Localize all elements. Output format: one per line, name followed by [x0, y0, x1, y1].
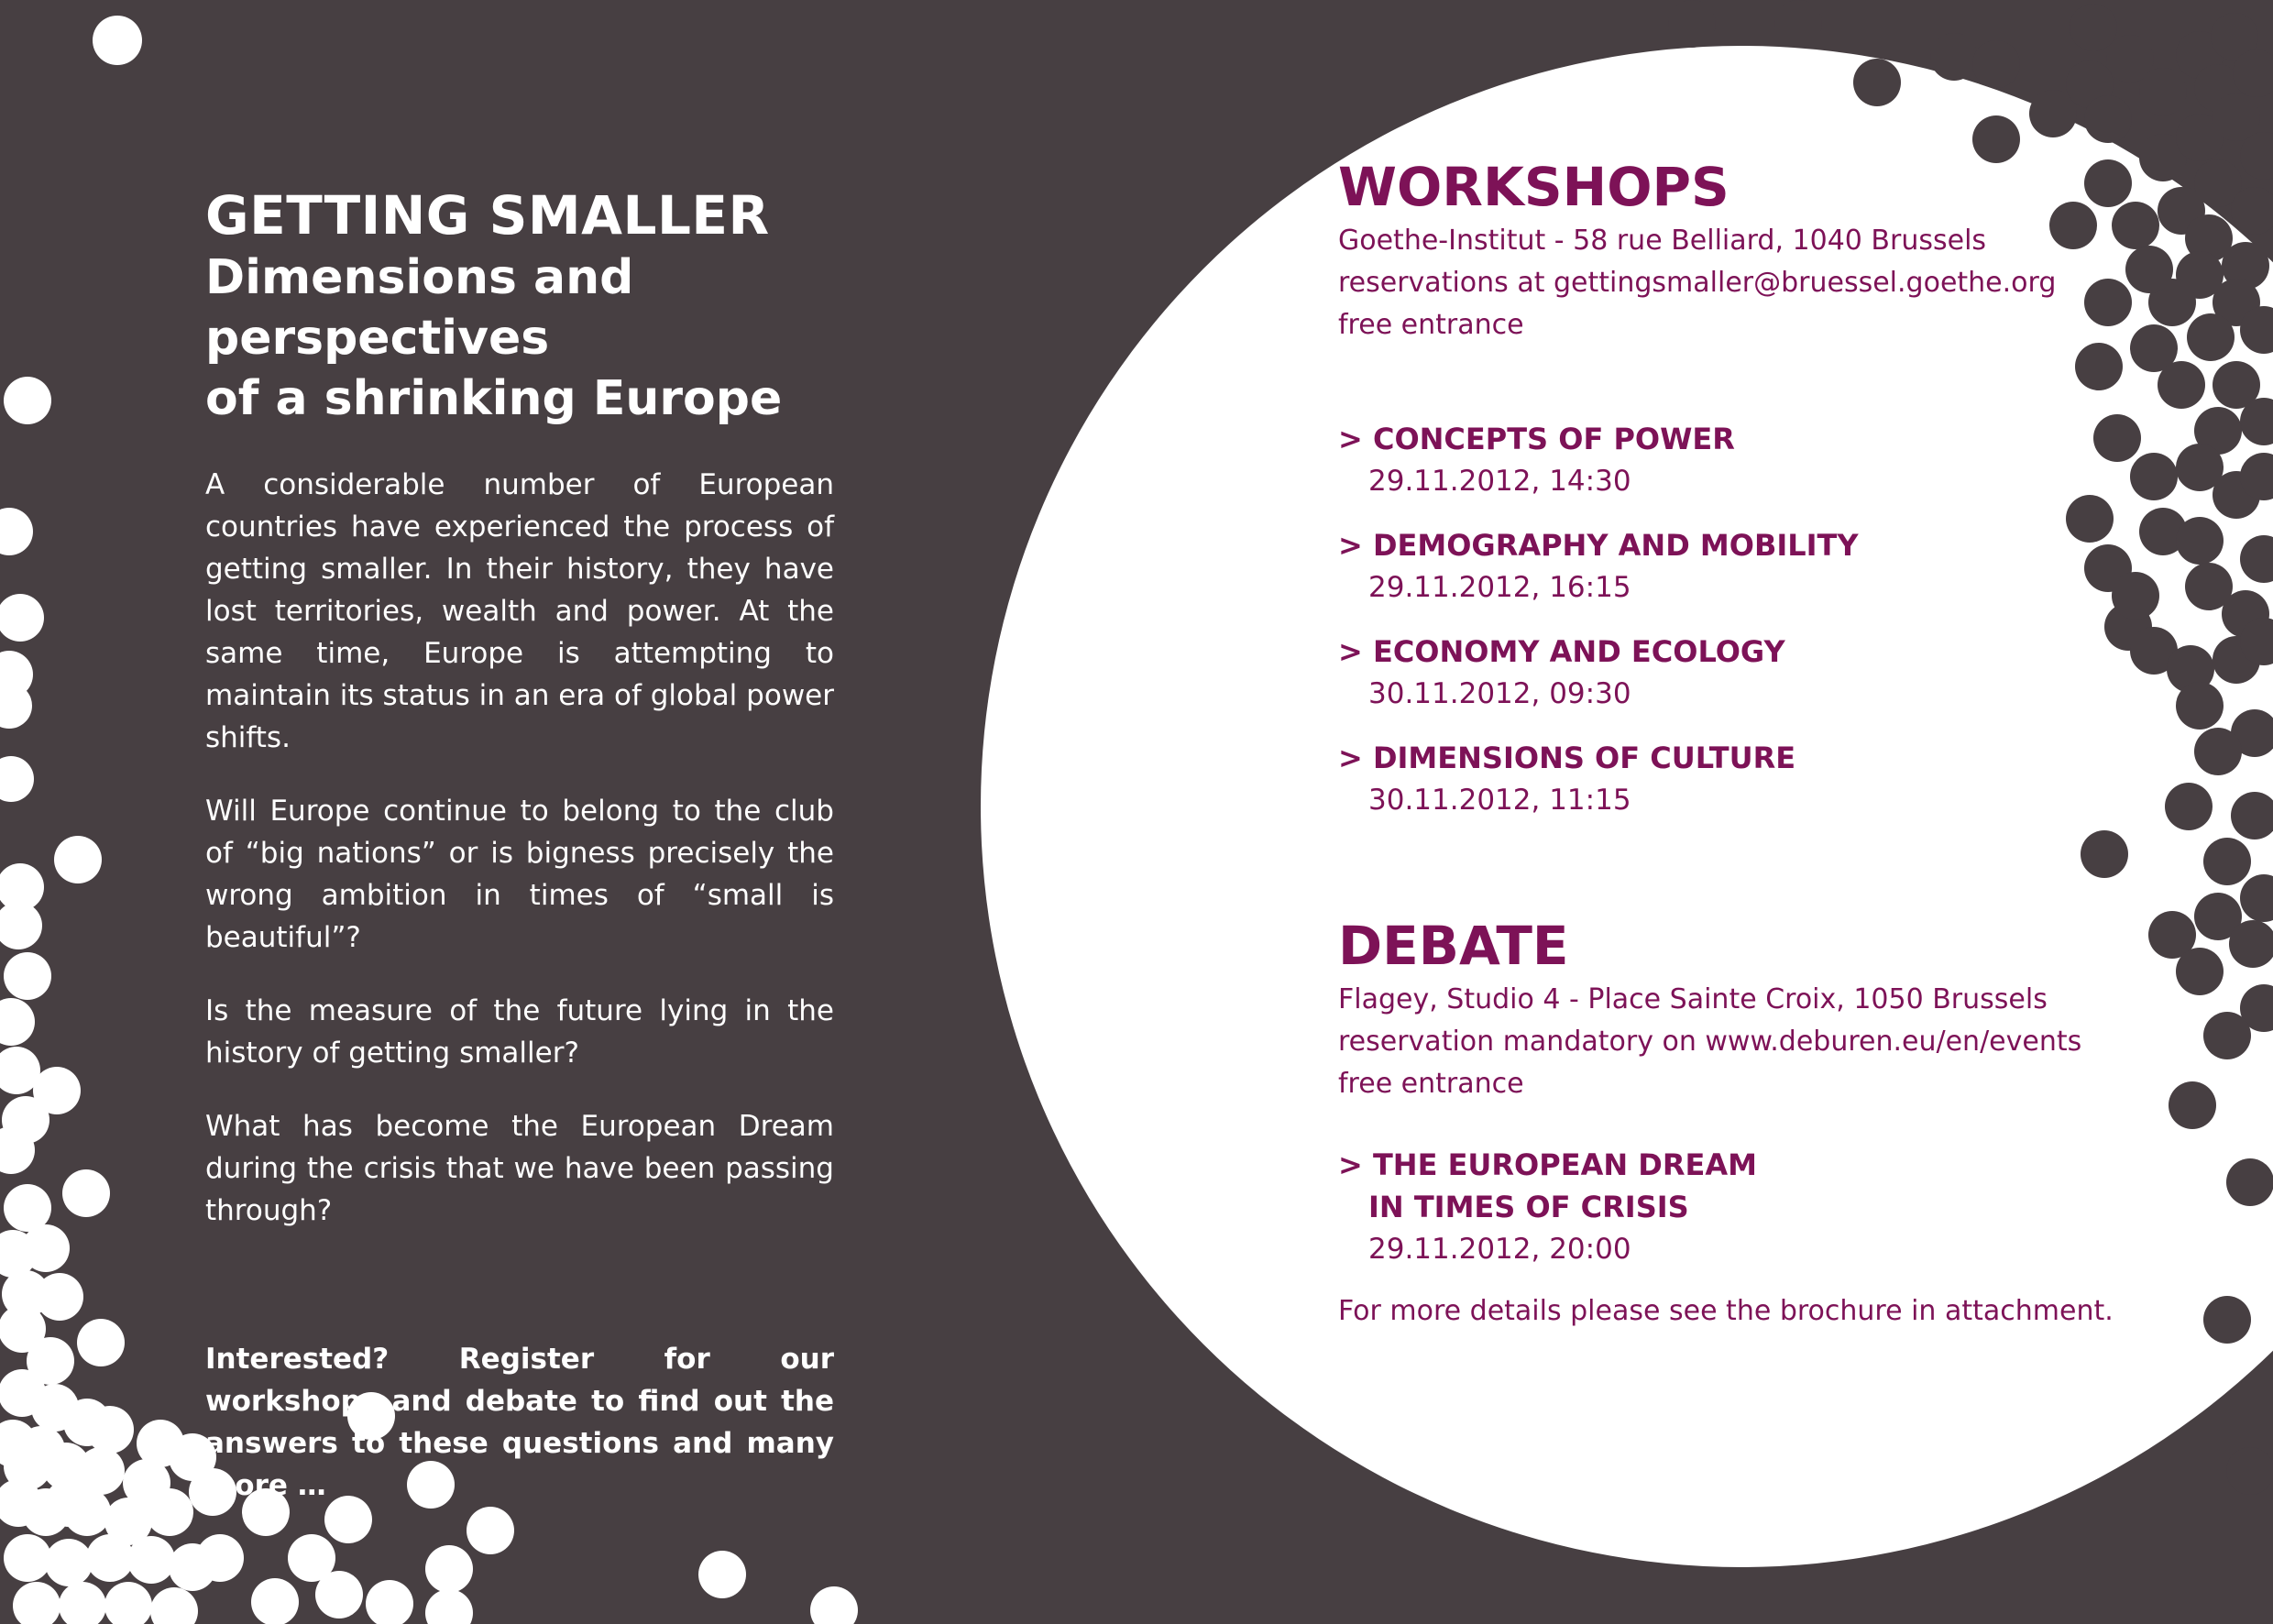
- workshop-item: [1338, 524, 2126, 609]
- white-dot: [698, 1551, 746, 1598]
- white-dot: [45, 1539, 93, 1586]
- debate-section: [1338, 913, 2126, 1333]
- white-dot: [62, 1169, 110, 1217]
- white-dot: [86, 1534, 134, 1582]
- dark-dot: [1972, 40, 2020, 88]
- intro-paragraph-1: A considerable number of European countries have experienced the process of getting smaller. In their history, they have lost territories, wealth and power. At the same time, Europe is attempting to maintain its status in an era of global power shifts.: [205, 468, 834, 754]
- workshop-date: 29.11.2012, 16:15: [1368, 571, 1631, 604]
- white-dot: [93, 16, 142, 65]
- dark-dot: [1853, 59, 1901, 106]
- dark-dot: [2130, 453, 2178, 500]
- dark-dot: [2176, 948, 2224, 995]
- workshops-location: Goethe-Institut - 58 rue Belliard, 1040 Brussels: [1338, 225, 1987, 257]
- page-subtitle: [205, 247, 834, 429]
- workshop-item: [1338, 737, 2126, 821]
- workshop-title: > ECONOMY AND ECOLOGY: [1338, 634, 1785, 669]
- workshop-date: 30.11.2012, 09:30: [1368, 677, 1631, 710]
- white-dot: [0, 594, 44, 642]
- dark-dot: [1930, 33, 1978, 81]
- dark-dot: [2203, 838, 2251, 885]
- dark-dot: [2203, 1012, 2251, 1059]
- workshops-section: [1338, 154, 2126, 821]
- debate-reservation: reservation mandatory on www.deburen.eu/en/events: [1338, 1026, 2082, 1058]
- debate-item-title-line-1: > THE EUROPEAN DREAM: [1338, 1147, 1757, 1182]
- white-dot: [0, 902, 42, 949]
- dark-dot: [2125, 246, 2173, 293]
- dark-dot: [2070, 4, 2117, 51]
- white-dot: [810, 1586, 858, 1624]
- white-dot: [366, 1580, 413, 1624]
- white-dot: [77, 1319, 125, 1366]
- dark-dot: [1774, 0, 1822, 48]
- workshop-title: > DEMOGRAPHY AND MOBILITY: [1338, 528, 1859, 563]
- page-title: GETTING SMALLER: [205, 184, 770, 247]
- white-dot: [0, 998, 35, 1046]
- intro-column: [205, 183, 834, 1507]
- dark-dot: [2084, 95, 2132, 143]
- white-dot: [467, 1507, 514, 1554]
- debate-title: DEBATE: [1338, 915, 1569, 977]
- intro-text: [205, 464, 834, 1232]
- white-dot: [0, 508, 33, 555]
- white-dot: [45, 1479, 93, 1527]
- dark-dot: [2139, 68, 2187, 115]
- white-dot: [0, 756, 34, 802]
- call-to-action: Interested? Register for our workshops and debate to find out the answers to these questions and many more …: [205, 1343, 834, 1502]
- white-dot: [146, 1488, 193, 1536]
- dark-dot: [2158, 361, 2205, 409]
- dark-dot: [2194, 728, 2242, 775]
- white-dot: [4, 952, 51, 1000]
- white-dot: [59, 1582, 106, 1624]
- workshop-item: [1338, 631, 2126, 715]
- subtitle-line-2: of a shrinking Europe: [205, 371, 783, 426]
- details-note: For more details please see the brochure in attachment.: [1338, 1295, 2114, 1327]
- white-dot: [251, 1578, 299, 1624]
- workshops-reservation: reservations at gettingsmaller@bruessel.goethe.org: [1338, 267, 2057, 299]
- workshop-date: 30.11.2012, 11:15: [1368, 784, 1631, 817]
- subtitle-line-1: Dimensions and perspectives: [205, 250, 634, 366]
- dark-dot: [2226, 1158, 2273, 1206]
- white-dot: [425, 1589, 473, 1624]
- debate-item: [1338, 1144, 2126, 1270]
- intro-paragraph-3: Is the measure of the future lying in the history of getting smaller?: [205, 994, 834, 1070]
- white-dot: [13, 1582, 60, 1624]
- dark-dot: [2176, 682, 2224, 730]
- workshops-title: WORKSHOPS: [1338, 156, 1729, 218]
- workshop-title: > DIMENSIONS OF CULTURE: [1338, 741, 1796, 775]
- dark-dot: [2169, 1081, 2216, 1129]
- dark-dot: [2213, 93, 2260, 141]
- white-dot: [127, 1536, 175, 1584]
- white-dot: [425, 1545, 473, 1593]
- white-dot: [36, 1273, 83, 1321]
- debate-item-title-line-2: IN TIMES OF CRISIS: [1368, 1190, 1689, 1224]
- debate-location: Flagey, Studio 4 - Place Sainte Croix, 1050 Brussels: [1338, 983, 2048, 1015]
- white-dot: [54, 836, 102, 883]
- workshop-item: [1338, 418, 2126, 502]
- program-column: [1338, 154, 2126, 1333]
- intro-paragraph-4: What has become the European Dream during the crisis that we have been passing through?: [205, 1110, 834, 1227]
- dark-dot: [2226, 1447, 2273, 1495]
- dark-dot: [2165, 783, 2213, 830]
- white-dot: [22, 1224, 70, 1272]
- white-dot: [4, 377, 51, 424]
- white-dot: [150, 1587, 198, 1624]
- white-dot: [196, 1534, 244, 1582]
- workshop-title: > CONCEPTS OF POWER: [1338, 422, 1735, 456]
- workshop-list: [1338, 418, 2126, 821]
- white-dot: [315, 1571, 363, 1619]
- debate-entrance: free entrance: [1338, 1068, 1524, 1100]
- intro-paragraph-2: Will Europe continue to belong to the club of “big nations” or is bigness precisely the wrong ambition in times of “small is beautiful”?: [205, 795, 834, 954]
- workshop-date: 29.11.2012, 14:30: [1368, 465, 1631, 498]
- white-dot: [4, 1443, 51, 1490]
- dark-dot: [2203, 1296, 2251, 1344]
- dark-dot: [2187, 313, 2235, 361]
- debate-item-date: 29.11.2012, 20:00: [1368, 1233, 1631, 1266]
- workshops-entrance: free entrance: [1338, 309, 1524, 341]
- white-dot: [86, 1406, 134, 1454]
- dark-dot: [2176, 517, 2224, 565]
- white-dot: [104, 1582, 152, 1624]
- dark-dot: [1668, 0, 1716, 48]
- white-dot: [4, 1534, 51, 1582]
